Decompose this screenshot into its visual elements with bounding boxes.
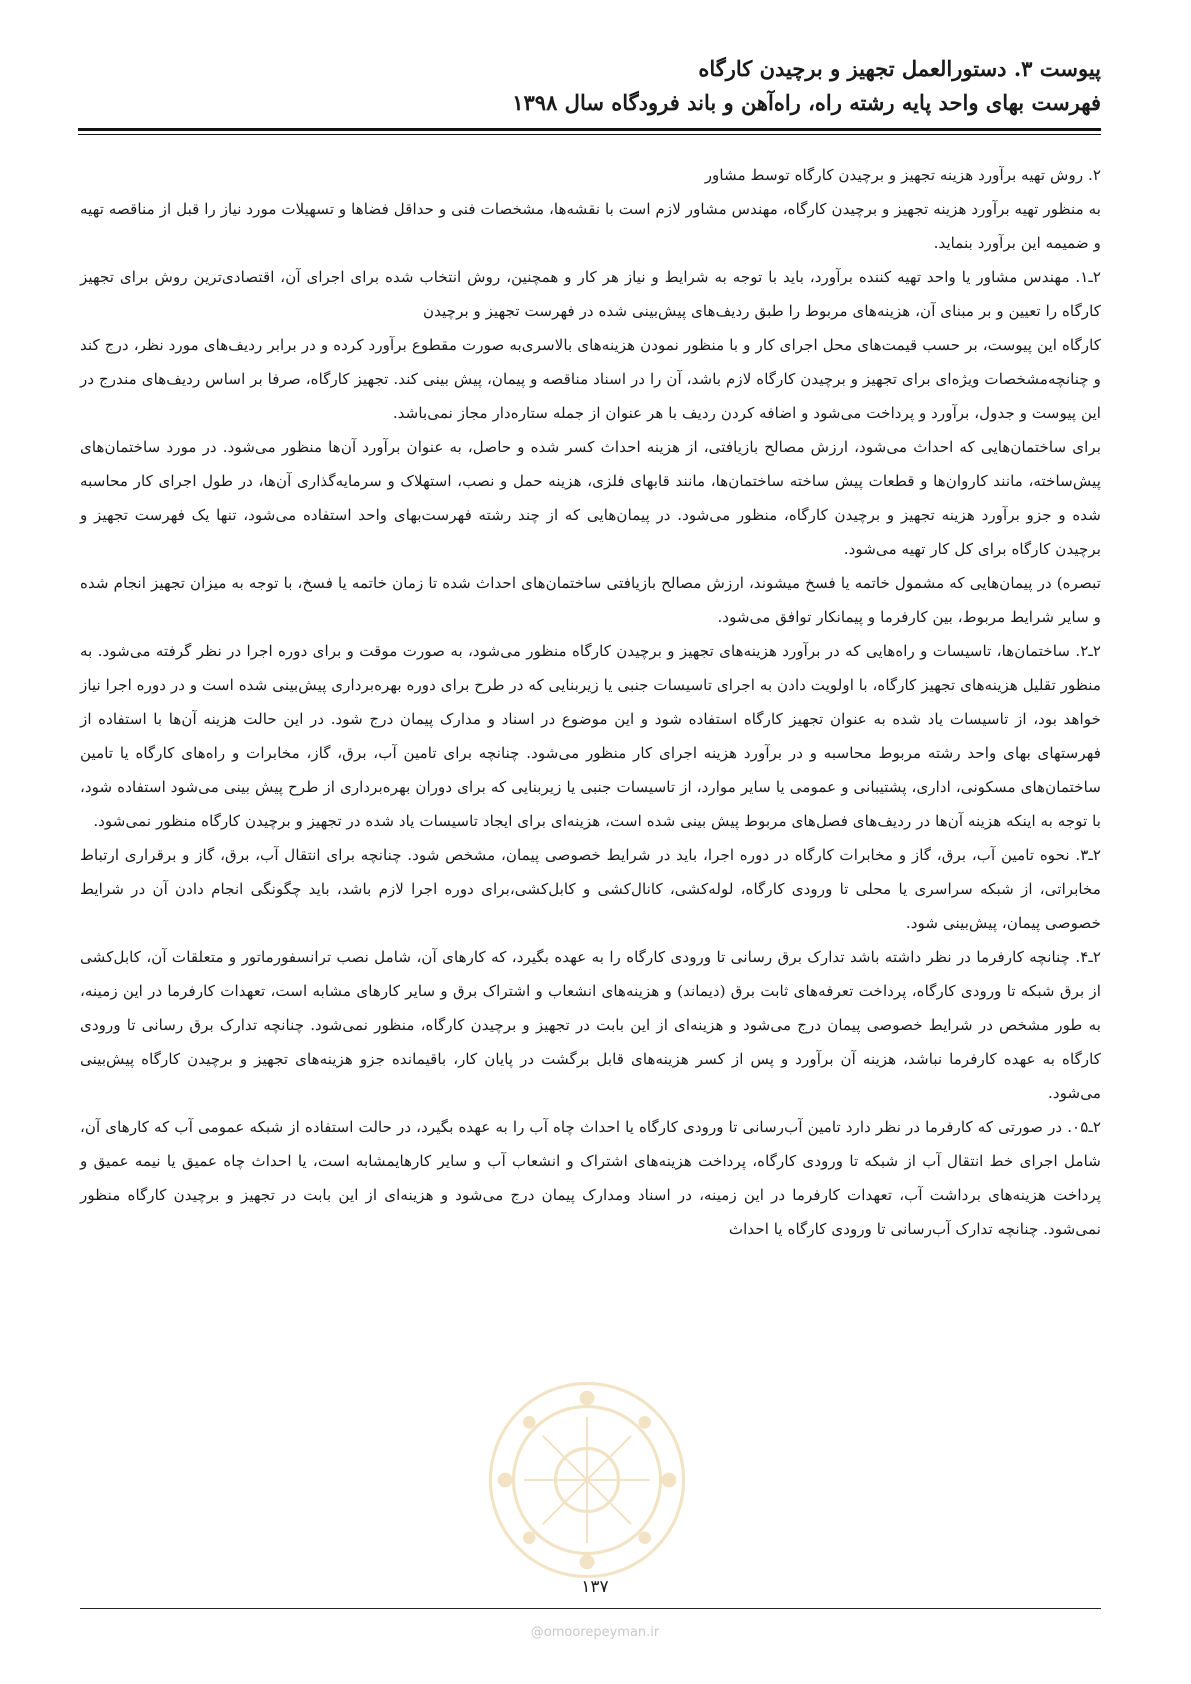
paragraph: کارگاه این پیوست، بر حسب قیمت‌های محل اجرای کار و با منظور نمودن هزینه‌های بالاسری‌به صورت مقطوع برآورد کرده و در برابر ردیف‌های مورد نظر، درج کند و چنانچه‌مشخصات ویژه‌ای برای تجهیز و برچیدن کارگاه لازم باشد، آن را در اسناد مناقصه و پیمان، پیش بینی کند. تجهیز کارگاه، صرفا بر اساس ردیف‌های مندرج در این پیوست و جدول، برآورد و پرداخت می‌شود و اضافه کردن ردیف با هر عنوان از جمله ستاره‌دار مجاز نمی‌باشد. <box>80 336 1101 422</box>
page-number: ۱۳۷ <box>581 1577 609 1597</box>
footer-rule <box>80 1608 1101 1609</box>
note-paragraph: تبصره) در پیمان‌هایی که مشمول خاتمه یا فسخ میشوند، ارزش مصالح بازیافتی ساختمان‌های احداث شده تا زمان خاتمه یا فسخ، با توجه به میزان تجهیز انجام شده و سایر شرایط مربوط، بین کارفرما و پیمانکار توافق می‌شود. <box>80 574 1101 626</box>
header-rule-thin <box>78 134 1101 135</box>
watermark-seal-icon <box>482 1375 692 1585</box>
paragraph: ۲ـ۲. ساختمان‌ها، تاسیسات و راه‌هایی که در برآورد هزینه‌های تجهیز و برچیدن کارگاه منظور می‌شود، به صورت موقت و برای دوره اجرا در نظر گرفته می‌شود. به منظور تقلیل هزینه‌های تجهیز کارگاه، با اولویت دادن به اجرای تاسیسات جنبی یا زیربنایی که در طرح برای دوره بهره‌برداری پیش‌بینی شده است و در دوره اجرا نیاز خواهد بود، از تاسیسات یاد شده به عنوان تجهیز کارگاه استفاده شود و این موضوع در اسناد و مدارک پیمان درج شود. در این حالت هزینه آن‌ها با استفاده از فهرستهای بهای واحد رشته مربوط محاسبه و در برآورد هزینه اجرای کار منظور می‌شود. چنانچه برای تامین آب، برق، گاز، مخابرات و راه‌های کارگاه یا تامین ساختمان‌های مسکونی، اداری، پشتیبانی و عمومی یا سایر موارد، از تاسیسات جنبی یا زیربنایی که برای دوران بهره‌برداری از طرح پیش بینی می‌شود استفاده شود، با توجه به اینکه هزینه آن‌ها در ردیف‌های فصل‌های مربوط پیش بینی شده است، هزینه‌ای برای ایجاد تاسیسات یاد شده در تجهیز و برچیدن کارگاه منظور نمی‌شود. <box>80 642 1101 830</box>
header-appendix-title: پیوست ۳. دستورالعمل تجهیز و برچیدن کارگاه <box>698 56 1101 81</box>
paragraph: به منظور تهیه برآورد هزینه تجهیز و برچیدن کارگاه، مهندس مشاور لازم است با نقشه‌ها، مشخصات فنی و حداقل فضاها و تسهیلات مورد نیاز را قبل از مناقصه تهیه و ضمیمه این برآورد بنماید. <box>80 200 1101 252</box>
header-price-list-title: فهرست بهای واحد پایه رشته راه، راه‌آهن و باند فرودگاه سال ۱۳۹۸ <box>512 90 1101 115</box>
header-rule-thick <box>78 128 1101 131</box>
site-watermark: @omoorepeyman.ir <box>530 1625 660 1640</box>
paragraph: ۲ـ۳. نحوه تامین آب، برق، گاز و مخابرات کارگاه در دوره اجرا، باید در شرایط خصوصی پیمان، مشخص شود. چنانچه برای انتقال آب، برق، گاز و برقراری ارتباط مخابراتی، از شبکه سراسری یا محلی تا ورودی کارگاه، لوله‌کشی، کانال‌کشی و کابل‌کشی،برای دوره اجرا لازم باشد، باید چگونگی انجام دادن آن در شرایط خصوصی پیمان، پیش‌بینی شود. <box>80 846 1101 932</box>
page-header <box>78 52 1101 120</box>
paragraph: ۲ـ۱. مهندس مشاور یا واحد تهیه کننده برآورد، باید با توجه به شرایط و نیاز هر کار و همچنین، روش انتخاب شده برای اجرای آن، اقتصادی‌ترین روش برای تجهیز کارگاه را تعیین و بر مبنای آن، هزینه‌های مربوط را طبق ردیف‌های پیش‌بینی شده در فهرست تجهیز و برچیدن <box>80 268 1101 320</box>
paragraph: ۲ـ۰۵. در صورتی که کارفرما در نظر دارد تامین آب‌رسانی تا ورودی کارگاه یا احداث چاه آب را به عهده بگیرد، در حالت استفاده از شبکه عمومی آب که کارهای آن، شامل اجرای خط انتقال آب از شبکه تا ورودی کارگاه، پرداخت هزینه‌های اشتراک و انشعاب آب و سایر کارهایمشابه است، یا احداث چاه عمیق یا نیمه عمیق و پرداخت هزینه‌های برداشت آب، تعهدات کارفرما در این زمینه، در اسناد ومدارک پیمان درج می‌شود و هزینه‌ای از این بابت در تجهیز و برچیدن کارگاه منظور نمی‌شود. چنانچه تدارک آب‌رسانی تا ورودی کارگاه یا احداث <box>80 1118 1101 1238</box>
paragraph: ۲ـ۴. چنانچه کارفرما در نظر داشته باشد تدارک برق رسانی تا ورودی کارگاه را به عهده بگیرد، که کارهای آن، شامل نصب ترانسفورماتور و متعلقات آن، کابل‌کشی از برق شبکه تا ورودی کارگاه، پرداخت تعرفه‌های ثابت برق (دیماند) و هزینه‌های انشعاب و اشتراک برق و سایر کارهای مشابه است، تعهدات کارفرما در این زمینه، به طور مشخص در شرایط خصوصی پیمان درج می‌شود و هزینه‌ای از این بابت در تجهیز و برچیدن کارگاه، منظور نمی‌شود. چنانچه تدارک برق رسانی تا ورودی کارگاه به عهده کارفرما نباشد، هزینه آن برآورد و پس از کسر هزینه‌های قابل برگشت در پایان کار، باقیمانده جزو هزینه‌های تجهیز و برچیدن کارگاه پیش‌بینی می‌شود. <box>80 948 1101 1102</box>
paragraph: برای ساختمان‌هایی که احداث می‌شود، ارزش مصالح بازیافتی، از هزینه احداث کسر شده و حاصل، به عنوان برآورد آن‌ها منظور می‌شود. در مورد ساختمان‌های پیش‌ساخته، مانند کاروان‌ها و قطعات پیش ساخته ساختمان‌ها، مانند قابهای فلزی، هزینه حمل و نصب، استهلاک و سرمایه‌گذاری آن‌ها، در طول اجرای کار محاسبه شده و جزو برآورد هزینه تجهیز و برچیدن کارگاه، منظور می‌شود. در پیمان‌هایی که از چند رشته فهرست‌بهای واحد استفاده می‌شود، تنها یک فهرست تجهیز و برچیدن کارگاه برای کل کار تهیه می‌شود. <box>80 438 1101 558</box>
document-body <box>80 158 1101 1246</box>
section-heading: ۲. روش تهیه برآورد هزینه تجهیز و برچیدن کارگاه توسط مشاور <box>704 166 1101 184</box>
